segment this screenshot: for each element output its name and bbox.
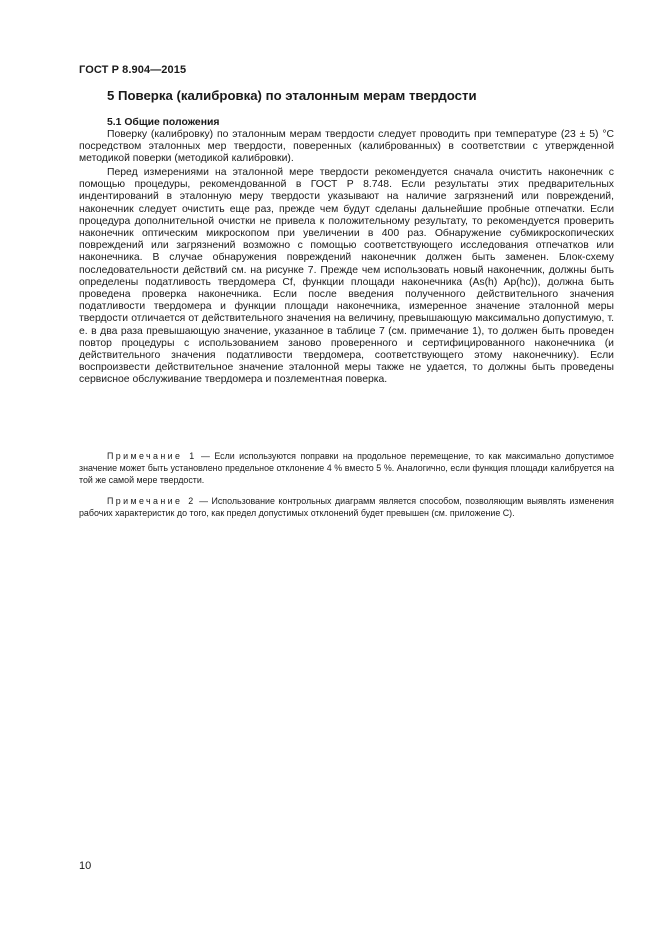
paragraph-indenter-cleaning: Перед измерениями на эталонной мере твердости рекомендуется сначала очистить наконечник с помощью процедуры, рекомендованной в ГОСТ Р 8.748. Если результаты этих предварительных индентирований в эталонную меру твердости указывают на наличие загрязнений или повреждений, наконечник следует очистить еще раз, прежде чем будут сделаны дальнейшие пробные отпечатки. Если процедура дополнительной очистки не привела к положительному результату, то рекомендуется проверить наконечник оптическим микроскопом при увеличении в 400 раз. Обнаружение субмикроскопических повреждений или загрязнений возможно с помощью соответствующего исследования отпечатков или наконечника. В случае обнаружения повреждений наконечник должен быть заменен. Блок-схему последовательности действий см. на рисунке 7. Прежде чем использовать новый наконечник, должны быть определены податливость твердомера Cf, функции площади наконечника (As(h) Ap(hc)), должна быть проведена проверка наконечника. Если после введения полученного действительного значения податливости твердомера и функции площади наконечника, измеренное значение эталонной меры твердости отличается от действительного значения на величину, превышающую максимально допустимую, т. е. в два раза превышающую значение, указанное в таблице 7 (см. примечание 1), то должен быть проведен повтор процедуры с использованием заново проверенного и сертифицированного наконечника (и действительного значения податливости твердомера, соответствующего этому наконечнику). Если воспроизвести действительное значение эталонной меры также не удается, то должны быть проведены сервисное обслуживание твердомера и позлементная поверка. [79,167,614,386]
note-2-label: Примечание 2 [107,496,196,506]
subsection-title: 5.1 Общие положения [107,117,220,128]
note-2 [79,495,614,519]
paragraph-calibration-conditions: Поверку (калибровку) по эталонным мерам твердости следует проводить при температуре (23 ± 5) °С посредством эталонных мер твердости, поверенных (калиброванных) в соответствии с утвержденной методикой поверки (методикой калибровки). [79,129,614,165]
note-2-text: — Использование контрольных диаграмм является способом, позволяющим выявлять изменения рабочих характеристик до того, как предел допустимых отклонений будет превышен (см. приложение С). [79,496,614,518]
note-1 [79,450,614,486]
standard-header: ГОСТ Р 8.904—2015 [79,64,187,76]
note-1-label: Примечание 1 [107,451,197,461]
section-title: 5 Поверка (калибровка) по эталонным мерам твердости [107,88,477,103]
page-number: 10 [79,860,92,872]
note-1-text: — Если используются поправки на продольное перемещение, то как максимально допустимое значение может быть установлено предельное отклонение 4 % вместо 5 %. Аналогично, если функция площади калибруется на той же самой мере твердости. [79,451,614,485]
